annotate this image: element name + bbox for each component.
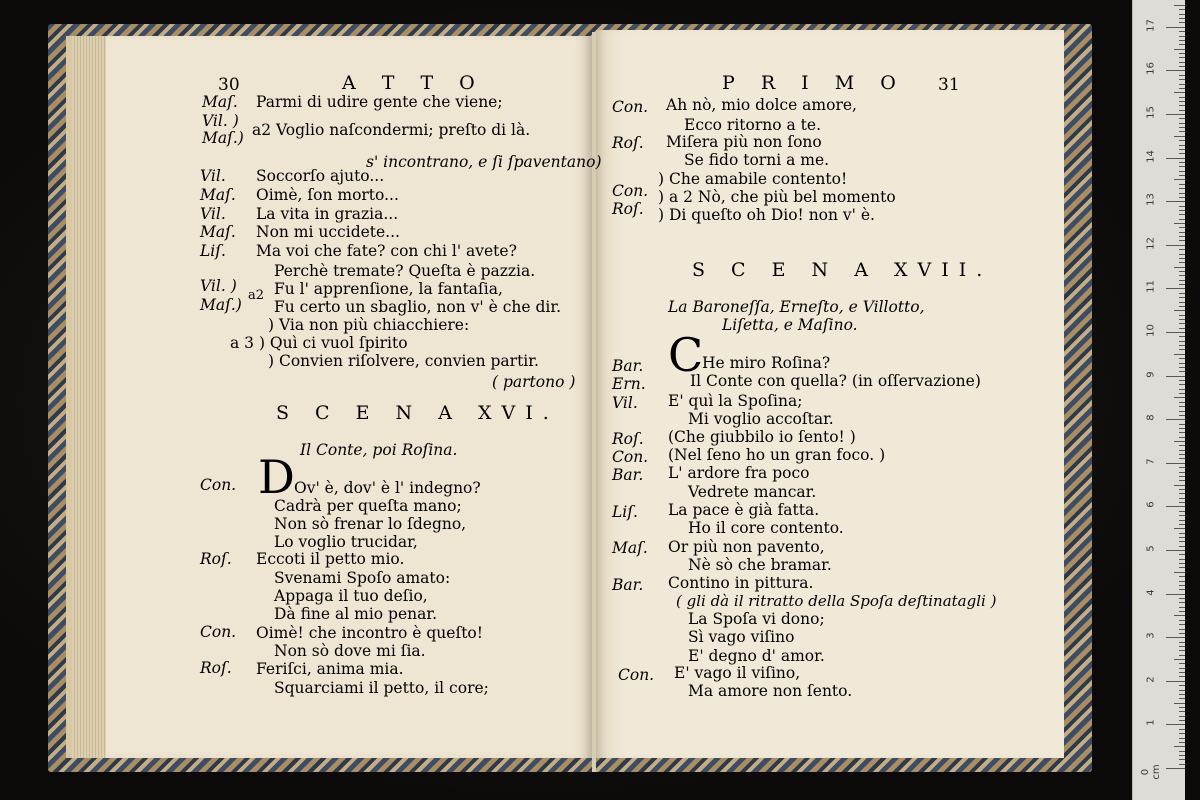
ruler-tick — [1174, 572, 1185, 573]
ruler-tick — [1179, 642, 1185, 643]
ruler-label: 2 — [1145, 676, 1157, 683]
ruler-tick — [1179, 254, 1185, 255]
ruler-tick — [1179, 738, 1185, 739]
ruler-label: 9 — [1145, 370, 1157, 378]
ruler-tick — [1179, 711, 1185, 712]
ruler-tick — [1174, 441, 1185, 442]
ruler-tick — [1179, 515, 1185, 516]
ruler-tick — [1166, 463, 1185, 464]
speaker: Roſ. — [612, 430, 644, 448]
ruler-tick — [1174, 397, 1185, 398]
ruler-tick — [1166, 158, 1185, 159]
ruler-tick — [1179, 402, 1185, 403]
ruler-tick — [1179, 341, 1185, 342]
verse-line: Perchè tremate? Queſta è pazzia. — [274, 262, 536, 280]
verse-line: ) Via non più chiacchiere: — [268, 316, 470, 334]
ruler-tick — [1174, 354, 1185, 355]
verse-line: Non sò frenar lo ſdegno, — [274, 515, 467, 533]
verse-line: (Nel ſeno ho un gran foco. ) — [668, 446, 886, 464]
ruler-tick — [1179, 193, 1185, 194]
verse-line: Sì vago viſino — [688, 628, 795, 646]
ruler-tick — [1179, 698, 1185, 699]
verse-line: Oimè! che incontro è queſto! — [256, 624, 483, 642]
verse-line: Se fido torni a me. — [684, 151, 830, 169]
ruler-tick — [1179, 498, 1185, 499]
ruler-label: 11 — [1145, 280, 1157, 294]
ruler-tick — [1174, 659, 1185, 660]
ruler-tick — [1179, 363, 1185, 364]
verse-line: La pace è già fatta. — [668, 501, 820, 519]
speaker: Bar. — [612, 357, 644, 375]
ruler-tick — [1179, 323, 1185, 324]
ruler-tick — [1166, 419, 1185, 420]
ruler-tick — [1179, 315, 1185, 316]
ruler-tick — [1179, 371, 1185, 372]
measuring-ruler — [1132, 0, 1185, 800]
ruler-tick — [1179, 127, 1185, 128]
ruler-tick — [1179, 367, 1185, 368]
stage-direction: ( partono ) — [492, 373, 576, 391]
ruler-tick — [1179, 22, 1185, 23]
ruler-tick — [1179, 232, 1185, 233]
ruler-tick — [1179, 733, 1185, 734]
ruler-label: 5 — [1145, 545, 1157, 552]
ruler-tick — [1179, 432, 1185, 433]
ruler-tick — [1179, 118, 1185, 119]
ruler-tick — [1179, 524, 1185, 525]
ruler-tick — [1179, 655, 1185, 656]
ruler-tick — [1179, 480, 1185, 481]
scene-characters: Il Conte, poi Roſina. — [300, 441, 458, 459]
ruler-tick — [1179, 44, 1185, 45]
ruler-tick — [1179, 105, 1185, 106]
ruler-label: 10 — [1145, 324, 1157, 337]
ruler-tick — [1179, 567, 1185, 568]
ruler-tick — [1179, 84, 1185, 85]
ruler-tick — [1179, 131, 1185, 132]
ruler-tick — [1179, 62, 1185, 63]
ruler-tick — [1179, 358, 1185, 359]
speaker: Con. — [200, 476, 237, 494]
ruler-tick — [1179, 153, 1185, 154]
ruler-tick — [1174, 92, 1185, 93]
ruler-tick — [1179, 271, 1185, 272]
running-head-left: A T T O — [342, 72, 485, 94]
ruler-tick — [1179, 14, 1185, 15]
ruler-tick — [1166, 681, 1185, 682]
verse-line: La Spoſa vi dono; — [688, 610, 825, 628]
ruler-tick — [1179, 162, 1185, 163]
verse-line: Ma voi che fate? con chi l' avete? — [256, 242, 517, 260]
ruler-tick — [1179, 759, 1185, 760]
ruler-tick — [1179, 729, 1185, 730]
ruler-tick — [1179, 720, 1185, 721]
speaker: Maſ.) — [200, 296, 242, 314]
ruler-tick — [1179, 66, 1185, 67]
ruler-tick — [1179, 97, 1185, 98]
ruler-tick — [1179, 707, 1185, 708]
verse-line: Or più non pavento, — [668, 538, 825, 556]
ruler-tick — [1179, 476, 1185, 477]
ruler-tick — [1179, 236, 1185, 237]
ruler-tick — [1166, 201, 1185, 202]
ruler-tick — [1179, 546, 1185, 547]
ruler-tick — [1179, 214, 1185, 215]
speaker: Con. — [612, 182, 649, 200]
verse-line: Svenami Spoſo amato: — [274, 569, 451, 587]
speaker: Maſ. — [200, 186, 236, 204]
scene-title: S C E N A XVII. — [692, 259, 993, 281]
ruler-tick — [1179, 633, 1185, 634]
ruler-tick — [1179, 607, 1185, 608]
verse-line: La vita in grazia... — [256, 205, 399, 223]
ruler-tick — [1179, 598, 1185, 599]
ruler-tick — [1179, 380, 1185, 381]
ruler-label: 4 — [1145, 588, 1157, 596]
verse-line: Oimè, ſon morto... — [256, 186, 399, 204]
verse-line: ) Di queſto oh Dio! non v' è. — [658, 206, 875, 224]
ruler-tick — [1179, 690, 1185, 691]
ruler-tick — [1179, 349, 1185, 350]
verse-line: ) Che amabile contento! — [658, 170, 848, 188]
stage-direction: s' incontrano, e ſi ſpaventano) — [366, 153, 602, 171]
verse-line: E' quì la Spoſina; — [668, 392, 803, 410]
verse-line: Dà fine al mio penar. — [274, 605, 438, 623]
speaker: Con. — [618, 666, 655, 684]
scene-characters: La Baroneſſa, Erneſto, e Villotto, — [668, 298, 925, 316]
ruler-tick — [1179, 328, 1185, 329]
ruler-tick — [1179, 624, 1185, 625]
ruler-tick — [1166, 70, 1185, 71]
speaker: Roſ. — [200, 550, 232, 568]
speaker: Maſ.) — [202, 129, 244, 147]
ruler-tick — [1179, 57, 1185, 58]
verse-line: E' degno d' amor. — [688, 647, 825, 665]
ruler-tick — [1179, 145, 1185, 146]
ruler-tick — [1179, 240, 1185, 241]
ruler-tick — [1179, 302, 1185, 303]
verse-line: Non sò dove mi ſia. — [274, 642, 426, 660]
page-number-left: 30 — [218, 75, 240, 95]
running-head-right: P R I M O — [722, 72, 906, 94]
ruler-tick — [1179, 589, 1185, 590]
ruler-tick — [1174, 267, 1185, 268]
speaker: Roſ. — [200, 659, 232, 677]
ruler-tick — [1179, 458, 1185, 459]
ruler-tick — [1179, 306, 1185, 307]
verse-line: Feriſci, anima mia. — [256, 660, 404, 678]
verse-line: Miſera più non ſono — [666, 133, 822, 151]
ruler-tick — [1179, 79, 1185, 80]
ruler-tick — [1166, 376, 1185, 377]
ruler-tick — [1179, 646, 1185, 647]
ruler-tick — [1174, 5, 1185, 6]
speaker: Maſ. — [202, 93, 238, 111]
ruler-tick — [1179, 249, 1185, 250]
ruler-tick — [1179, 563, 1185, 564]
speaker: Bar. — [612, 466, 644, 484]
verse-line: (Che giubbilo io ſento! ) — [668, 428, 856, 446]
ruler-tick — [1179, 336, 1185, 337]
ruler-tick — [1174, 615, 1185, 616]
ruler-tick — [1179, 672, 1185, 673]
drop-cap: D — [258, 450, 295, 504]
ruler-tick — [1174, 485, 1185, 486]
ruler-tick — [1179, 101, 1185, 102]
verse-line: ) a 2 Nò, che più bel momento — [658, 188, 896, 206]
ruler-tick — [1179, 123, 1185, 124]
ruler-tick — [1179, 175, 1185, 176]
verse-line: Appaga il tuo deſio, — [274, 587, 428, 605]
ruler-tick — [1174, 223, 1185, 224]
ruler-tick — [1166, 550, 1185, 551]
ruler-tick — [1179, 585, 1185, 586]
verse-line: Fu l' apprenſione, la fantaſia, — [274, 280, 503, 298]
ruler-tick — [1179, 40, 1185, 41]
ruler-tick — [1179, 450, 1185, 451]
ruler-tick — [1179, 611, 1185, 612]
page-edges — [72, 36, 106, 758]
ruler-tick — [1166, 637, 1185, 638]
ruler-tick — [1179, 520, 1185, 521]
ruler-tick — [1179, 437, 1185, 438]
ruler-tick — [1179, 219, 1185, 220]
verse-line: Ecco ritorno a te. — [684, 116, 822, 134]
ruler-label: 1 — [1145, 719, 1157, 727]
ruler-tick — [1179, 629, 1185, 630]
ruler-label: 3 — [1145, 632, 1157, 639]
speaker: Vil. — [200, 167, 226, 185]
verse-line: Parmi di udire gente che viene; — [256, 93, 503, 111]
speaker: Maſ. — [612, 539, 648, 557]
ruler-tick — [1179, 149, 1185, 150]
ruler-tick — [1179, 576, 1185, 577]
verse-line: Mi voglio accoſtar. — [688, 410, 834, 428]
ruler-label: 8 — [1145, 414, 1157, 421]
speaker: Roſ. — [612, 134, 644, 152]
verse-line: Eccoti il petto mio. — [256, 550, 405, 568]
ruler-tick — [1179, 755, 1185, 756]
speaker: Vil. ) — [200, 277, 237, 295]
ruler-tick — [1179, 445, 1185, 446]
ruler-label: 12 — [1145, 236, 1157, 250]
ruler-tick — [1166, 594, 1185, 595]
ruler-tick — [1179, 668, 1185, 669]
ruler-tick — [1179, 9, 1185, 10]
ruler-tick — [1179, 319, 1185, 320]
ruler-tick — [1179, 36, 1185, 37]
ruler-tick — [1174, 528, 1185, 529]
verse-line: Ma amore non ſento. — [688, 682, 853, 700]
ruler-tick — [1179, 206, 1185, 207]
verse-line: Nè sò che bramar. — [688, 556, 832, 574]
ruler-tick — [1166, 114, 1185, 115]
ruler-tick — [1179, 764, 1185, 765]
ruler-tick — [1179, 694, 1185, 695]
verse-line: a2 Voglio naſcondermi; preſto di là. — [252, 121, 531, 139]
ruler-tick — [1174, 49, 1185, 50]
ruler-tick — [1179, 297, 1185, 298]
verse-line: Squarciami il petto, il core; — [274, 679, 489, 697]
ruler-tick — [1166, 768, 1185, 769]
ruler-tick — [1179, 75, 1185, 76]
ruler-tick — [1179, 280, 1185, 281]
ruler-label: 17 — [1145, 18, 1157, 32]
ruler-label: 13 — [1145, 193, 1157, 207]
verse-line: a 3 ) Quì ci vuol ſpirito — [230, 334, 408, 352]
ruler-tick — [1174, 310, 1185, 311]
ruler-tick — [1179, 258, 1185, 259]
ruler-tick — [1179, 502, 1185, 503]
ruler-tick — [1179, 393, 1185, 394]
ruler-tick — [1174, 746, 1185, 747]
ruler-tick — [1179, 533, 1185, 534]
speaker: Con. — [612, 448, 649, 466]
verse-line: Il Conte con quella? (in oſſervazione) — [690, 372, 981, 390]
ruler-tick — [1179, 110, 1185, 111]
verse-line: E' vago il viſino, — [674, 664, 801, 682]
ruler-tick — [1166, 332, 1185, 333]
page-number-right: 31 — [938, 75, 960, 95]
ruler-tick — [1179, 602, 1185, 603]
ruler-tick — [1179, 227, 1185, 228]
ruler-tick — [1179, 389, 1185, 390]
ruler-tick — [1179, 511, 1185, 512]
ruler-tick — [1179, 467, 1185, 468]
ruler-tick — [1174, 179, 1185, 180]
ruler-tick — [1179, 581, 1185, 582]
ruler-tick — [1179, 406, 1185, 407]
ruler-tick — [1179, 415, 1185, 416]
ruler-tick — [1179, 541, 1185, 542]
speaker: Liſ. — [200, 242, 226, 260]
verse-line: Ah nò, mio dolce amore, — [666, 96, 857, 114]
speaker: Vil. ) — [202, 112, 239, 130]
verse-line: He miro Roſina? — [702, 354, 831, 372]
scene-title: S C E N A XVI. — [276, 402, 559, 424]
ruler-tick — [1179, 489, 1185, 490]
ruler-tick — [1179, 620, 1185, 621]
verse-line: Ho il core contento. — [688, 519, 844, 537]
ruler-label: 16 — [1145, 62, 1157, 76]
verse-line: Vedrete mancar. — [688, 483, 817, 501]
ruler-tick — [1179, 493, 1185, 494]
ruler-tick — [1174, 136, 1185, 137]
drop-cap: C — [668, 328, 704, 382]
ruler-tick — [1166, 245, 1185, 246]
ruler-tick — [1179, 559, 1185, 560]
ruler-label: 6 — [1145, 501, 1157, 509]
speaker: Ern. — [612, 375, 646, 393]
verse-line: Non mi uccidete... — [256, 223, 400, 241]
ruler-tick — [1179, 188, 1185, 189]
ruler-tick — [1179, 275, 1185, 276]
ruler-tick — [1179, 663, 1185, 664]
ruler-tick — [1179, 166, 1185, 167]
ruler-tick — [1179, 537, 1185, 538]
ruler-label: 0 cm — [1140, 764, 1162, 780]
verse-line: Cadrà per queſta mano; — [274, 497, 462, 515]
speaker: Con. — [200, 623, 237, 641]
ruler-tick — [1179, 685, 1185, 686]
speaker: Maſ. — [200, 223, 236, 241]
ruler-tick — [1179, 88, 1185, 89]
speaker: Roſ. — [612, 200, 644, 218]
ruler-tick — [1179, 424, 1185, 425]
verse-line: Contino in pittura. — [668, 574, 814, 592]
stage-direction: ( gli dà il ritratto della Spoſa deſtinatagli ) — [676, 592, 997, 610]
ruler-tick — [1179, 18, 1185, 19]
ruler-tick — [1166, 27, 1185, 28]
verse-line: Lo voglio trucidar, — [274, 533, 418, 551]
ruler-tick — [1179, 53, 1185, 54]
ruler-tick — [1179, 716, 1185, 717]
ruler-tick — [1179, 345, 1185, 346]
ruler-tick — [1179, 262, 1185, 263]
ruler-tick — [1179, 554, 1185, 555]
scene-characters: Liſetta, e Maſino. — [722, 316, 858, 334]
ruler-tick — [1179, 210, 1185, 211]
a2-mark: a2 — [248, 288, 265, 303]
ruler-tick — [1179, 284, 1185, 285]
verse-line: Ov' è, dov' è l' indegno? — [294, 479, 481, 497]
speaker: Liſ. — [612, 503, 638, 521]
ruler-tick — [1179, 411, 1185, 412]
speaker: Con. — [612, 98, 649, 116]
ruler-tick — [1179, 184, 1185, 185]
ruler-tick — [1179, 171, 1185, 172]
verse-line: Fu certo un sbaglio, non v' è che dir. — [274, 298, 561, 316]
ruler-tick — [1179, 293, 1185, 294]
ruler-tick — [1179, 428, 1185, 429]
ruler-tick — [1166, 506, 1185, 507]
verse-line: L' ardore fra poco — [668, 464, 810, 482]
ruler-tick — [1179, 742, 1185, 743]
verse-line: Soccorſo ajuto... — [256, 167, 385, 185]
ruler-label: 15 — [1145, 106, 1157, 119]
ruler-tick — [1179, 31, 1185, 32]
ruler-tick — [1179, 472, 1185, 473]
ruler-label: 7 — [1145, 458, 1157, 465]
ruler-label: 14 — [1145, 149, 1157, 163]
verse-line: ) Convien riſolvere, convien partir. — [268, 352, 539, 370]
ruler-tick — [1166, 724, 1185, 725]
speaker: Vil. — [612, 394, 638, 412]
ruler-tick — [1179, 197, 1185, 198]
ruler-tick — [1179, 454, 1185, 455]
ruler-tick — [1179, 650, 1185, 651]
ruler-tick — [1166, 288, 1185, 289]
ruler-tick — [1179, 676, 1185, 677]
book-gutter — [592, 32, 596, 772]
ruler-tick — [1179, 140, 1185, 141]
ruler-tick — [1174, 703, 1185, 704]
speaker: Bar. — [612, 576, 644, 594]
ruler-tick — [1179, 751, 1185, 752]
speaker: Vil. — [200, 205, 226, 223]
ruler-tick — [1179, 384, 1185, 385]
